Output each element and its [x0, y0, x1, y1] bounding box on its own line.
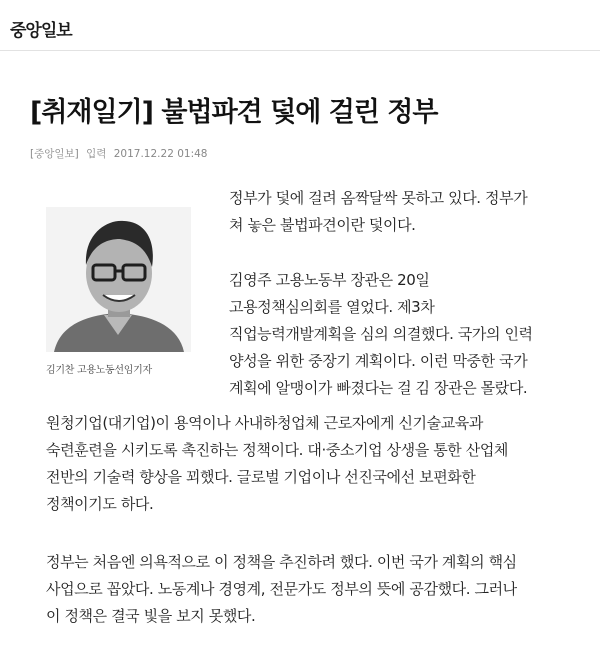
- paragraph-line: 정책이기도 하다.: [46, 495, 154, 513]
- article-paragraph-3: [46, 410, 508, 518]
- paragraph-line: 이 정책은 결국 빛을 보지 못했다.: [46, 607, 256, 625]
- paragraph-line: 정부는 처음엔 의욕적으로 이 정책을 추진하려 했다. 이번 국가 계획의 핵심: [46, 553, 517, 571]
- byline-label: 입력: [86, 148, 107, 160]
- paragraph-line: 정부가 덫에 걸려 옴짝달싹 못하고 있다. 정부가: [229, 189, 528, 207]
- paragraph-line: 쳐 놓은 불법파견이란 덫이다.: [229, 216, 416, 234]
- paragraph-line: 직업능력개발계획을 심의 의결했다. 국가의 인력: [229, 325, 533, 343]
- site-logo[interactable]: 중앙일보: [10, 21, 72, 41]
- article-paragraph-4: [46, 549, 517, 630]
- paragraph-line: 계획에 알맹이가 빠졌다는 걸 김 장관은 몰랐다.: [229, 379, 528, 397]
- paragraph-line: 원청기업(대기업)이 용역이나 사내하청업체 근로자에게 신기술교육과: [46, 414, 483, 432]
- paragraph-line: 양성을 위한 중장기 계획이다. 이런 막중한 국가: [229, 352, 528, 370]
- paragraph-line: 김영주 고용노동부 장관은 20일: [229, 271, 430, 289]
- site-header: [0, 0, 600, 51]
- byline-source: [중앙일보]: [30, 148, 79, 160]
- article-paragraph-1: [229, 185, 527, 239]
- photo-caption: 김기찬 고용노동선임기자: [46, 365, 152, 376]
- byline-datetime: 2017.12.22 01:48: [113, 148, 208, 160]
- article-paragraph-2: [229, 267, 533, 402]
- article-byline: [30, 146, 211, 161]
- reporter-photo: [46, 207, 191, 352]
- article-title: [취재일기] 불법파견 덫에 걸린 정부: [30, 97, 438, 128]
- paragraph-line: 숙련훈련을 시키도록 촉진하는 정책이다. 대·중소기업 상생을 통한 산업체: [46, 441, 509, 459]
- reporter-portrait-icon: [46, 207, 191, 352]
- paragraph-line: 전반의 기술력 향상을 꾀했다. 글로벌 기업이나 선진국에선 보편화한: [46, 468, 476, 486]
- paragraph-line: 고용정책심의회를 열었다. 제3차: [229, 298, 435, 316]
- paragraph-line: 사업으로 꼽았다. 노동계나 경영계, 전문가도 정부의 뜻에 공감했다. 그러나: [46, 580, 517, 598]
